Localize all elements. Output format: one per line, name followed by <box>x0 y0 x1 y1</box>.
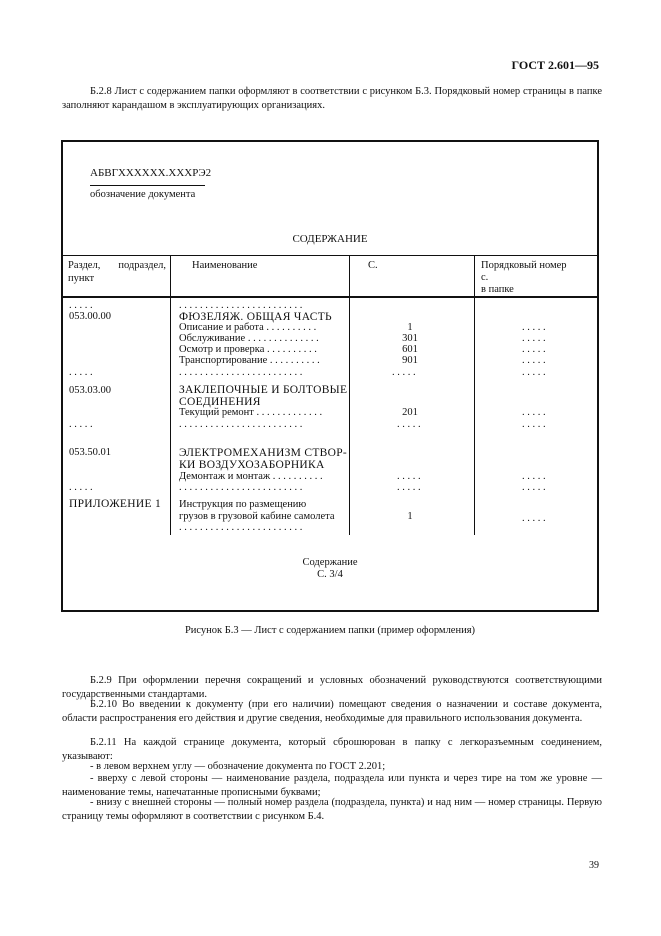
table-col-divider-1 <box>170 255 171 535</box>
row2-end-order-dots: . . . . . <box>522 419 546 430</box>
row2-order1: . . . . . <box>522 407 546 418</box>
row2-section-number: 053.03.00 <box>69 385 111 396</box>
row1-order2: . . . . . <box>522 333 546 344</box>
row1-page3: 601 <box>402 344 418 355</box>
row1-end-name-dots: . . . . . . . . . . . . . . . . . . . . . . . . <box>179 367 303 378</box>
row3-end-name-dots: . . . . . . . . . . . . . . . . . . . . . . . . <box>179 482 303 493</box>
col-header-order-line3: в папке <box>481 284 514 295</box>
col-header-order-line2: с. <box>481 272 489 283</box>
col-header-order-line1: Порядковый номер <box>481 260 567 271</box>
figure-caption: Рисунок Б.3 — Лист с содержанием папки (пример оформления) <box>184 625 476 636</box>
row2-item1: Текущий ремонт . . . . . . . . . . . . . <box>179 407 323 418</box>
row3-page-dots: . . . . . <box>397 471 421 482</box>
row3-title-line1: ЭЛЕКТРОМЕХАНИЗМ СТВОР- <box>179 447 348 459</box>
paragraph-b210: Б.2.10 Во введении к документу (при его наличии) помещают сведения о назначении и составе документа, области распространения его действия и другие сведения, необходимые для правильного использования документа. <box>62 699 602 724</box>
row1-order3: . . . . . <box>522 344 546 355</box>
document-standard-header: ГОСТ 2.601—95 <box>511 58 599 72</box>
paragraph-b29: Б.2.9 При оформлении перечня сокращений и условных обозначений руководствуются соответствующими государственными стандартами. <box>62 675 602 700</box>
designation-caption: обозначение документа <box>90 189 196 200</box>
intro-paragraph: Б.2.8 Лист с содержанием папки оформляют в соответствии с рисунком Б.3. Порядковый номер страницы в папке заполняют карандашом в эксплуатирующих организациях. <box>62 86 602 111</box>
row1-order1: . . . . . <box>522 322 546 333</box>
col-header-name: Наименование <box>192 260 258 271</box>
designation-code: АБВГХХХХХХ.ХХХРЭ2 <box>90 167 212 179</box>
row2-title-line1: ЗАКЛЕПОЧНЫЕ И БОЛТОВЫЕ <box>179 384 348 396</box>
figure-footer-line1: Содержание <box>302 557 358 568</box>
table-header-line <box>62 296 598 298</box>
row3-section-number: 053.50.01 <box>69 447 111 458</box>
row1-item1: Описание и работа . . . . . . . . . . <box>179 322 317 333</box>
designation-underline <box>90 185 205 186</box>
list-item-top-side: - вверху с левой стороны — наименование раздела, подраздела или пункта и через тире на том же уровне — наименование темы, напечатанные прописными буквами; <box>62 773 602 798</box>
row4-item-line1: Инструкция по размещению <box>179 499 307 510</box>
row4-item-line2: грузов в грузовой кабине самолета <box>179 511 335 522</box>
row2-end-num-dots: . . . . . <box>69 419 93 430</box>
figure-title: СОДЕРЖАНИЕ <box>292 233 368 245</box>
table-col-divider-2 <box>349 255 350 535</box>
col-header-section: Раздел, подраздел, пункт <box>68 260 166 284</box>
row1-page1: 1 <box>407 322 413 333</box>
row1-end-page-dots: . . . . . <box>392 367 416 378</box>
row1-item3: Осмотр и проверка . . . . . . . . . . <box>179 344 317 355</box>
row3-title-line2: КИ ВОЗДУХОЗАБОРНИКА <box>179 459 325 471</box>
row2-page1: 201 <box>402 407 418 418</box>
list-item-top-left: - в левом верхнем углу — обозначение документа по ГОСТ 2.201; <box>90 761 386 772</box>
row4-page1: 1 <box>407 511 413 522</box>
row3-end-page-dots: . . . . . <box>397 482 421 493</box>
row3-end-order-dots: . . . . . <box>522 482 546 493</box>
row2-title-line2: СОЕДИНЕНИЯ <box>179 396 261 408</box>
col-header-page: С. <box>368 260 378 271</box>
row2-end-name-dots: . . . . . . . . . . . . . . . . . . . . . . . . <box>179 419 303 430</box>
row4-end-name-dots: . . . . . . . . . . . . . . . . . . . . . . . . <box>179 522 303 533</box>
row1-num-dots: . . . . . <box>69 300 93 311</box>
row3-end-num-dots: . . . . . <box>69 482 93 493</box>
row1-end-num-dots: . . . . . <box>69 367 93 378</box>
row1-name-dots: . . . . . . . . . . . . . . . . . . . . . . . . <box>179 300 303 311</box>
figure-footer-line2: С. 3/4 <box>317 569 343 580</box>
table-col-divider-3 <box>474 255 475 535</box>
figure-frame <box>61 140 599 612</box>
paragraph-b211: Б.2.11 На каждой странице документа, который сброшюрован в папку с легкоразъемным соединением, указывают: <box>62 737 602 762</box>
row1-item4: Транспортирование . . . . . . . . . . <box>179 355 320 366</box>
list-item-bottom-side: - внизу с внешней стороны — полный номер раздела (подраздела, пункта) и над ним — номер страницы. Первую страницу темы оформляют в соответствии с рисунком Б.4. <box>62 797 602 822</box>
row1-page4: 901 <box>402 355 418 366</box>
page-number: 39 <box>589 860 599 871</box>
row2-end-page-dots: . . . . . <box>397 419 421 430</box>
row3-order1: . . . . . <box>522 471 546 482</box>
row1-order4: . . . . . <box>522 355 546 366</box>
row3-item1: Демонтаж и монтаж . . . . . . . . . . <box>179 471 323 482</box>
row4-order1: . . . . . <box>522 513 546 524</box>
row1-end-order-dots: . . . . . <box>522 367 546 378</box>
row1-page2: 301 <box>402 333 418 344</box>
row4-appendix-label: ПРИЛОЖЕНИЕ 1 <box>69 498 162 510</box>
row1-title: ФЮЗЕЛЯЖ. ОБЩАЯ ЧАСТЬ <box>179 311 332 323</box>
row1-item2: Обслуживание . . . . . . . . . . . . . . <box>179 333 319 344</box>
table-top-line <box>62 255 598 256</box>
row1-section-number: 053.00.00 <box>69 311 111 322</box>
